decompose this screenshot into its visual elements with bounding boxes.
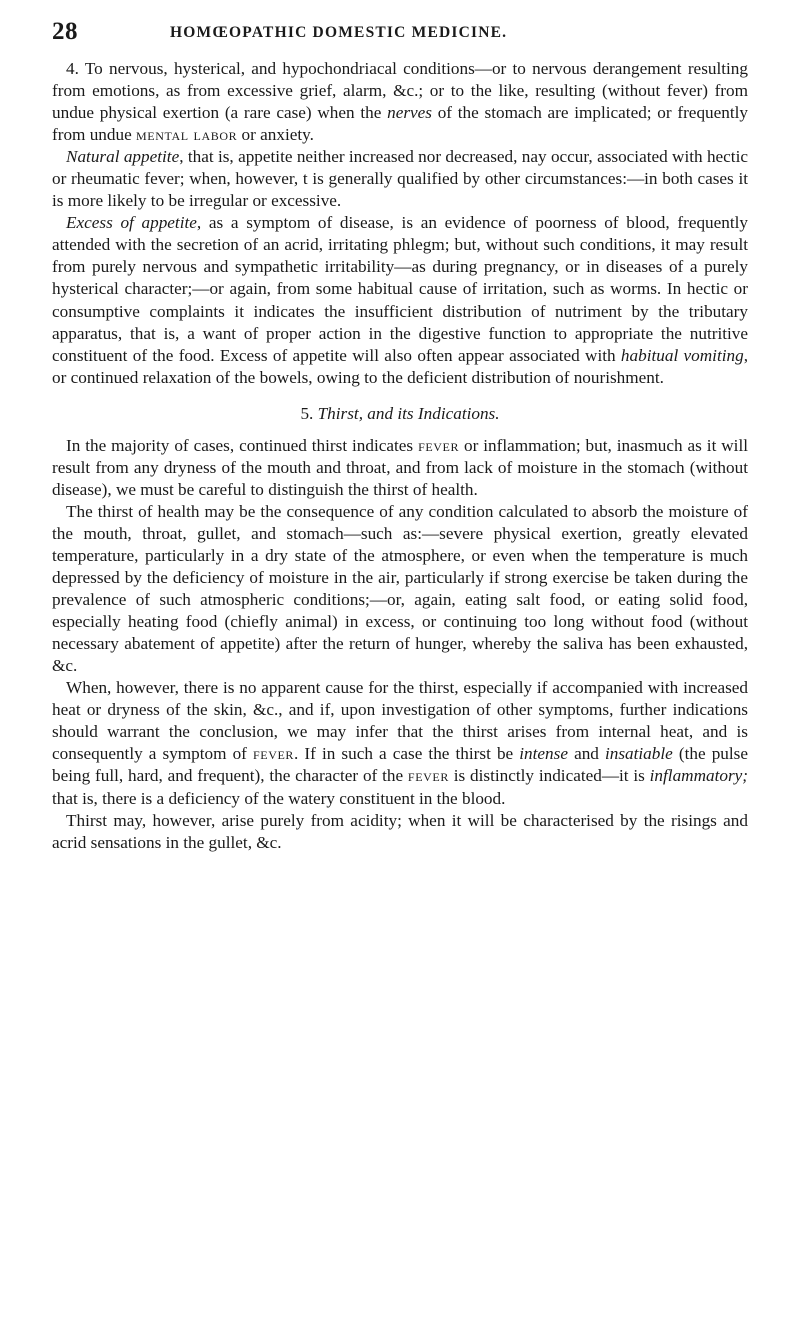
book-page — [52, 18, 748, 854]
heading-title: Thirst, and its Indications. — [317, 403, 500, 423]
running-head: HOMŒOPATHIC DOMESTIC MEDICINE. — [170, 24, 508, 41]
text-run: Thirst may, however, arise purely from acidity; when it will be characterised by the risings and acrid sensations in the gullet, &c. — [52, 810, 748, 852]
page-number: 28 — [52, 18, 78, 45]
text-run: of the stomach are implicated; or frequently from undue — [52, 103, 748, 145]
paragraph-natural-appetite — [52, 146, 748, 212]
italic-run: nerves — [387, 103, 432, 123]
text-run: The thirst of health may be the consequence of any condition calculated to absorb the moisture of the mouth, throat, gullet, and stomach—such as:—severe physical exertion, greatly elevated temperature, particularly in a dry state of the atmosphere, or even when the temperature is much depressed by the deficiency of moisture in the air, particularly if strong exercise be taken during the prevalence of such atmospheric conditions;—or, again, eating salt food, or eating solid food, especially heating food (chiefly animal) in excess, or continuing too long without food (without necessary abatement of appetite) after the return of hunger, whereby the saliva has been exhausted, &c. — [52, 501, 748, 676]
paragraph-thirst-of-health — [52, 501, 748, 677]
text-run: is distinctly indicated—it is — [448, 766, 650, 786]
text-run: , that is, appetite neither increased nor decreased, nay occur, associated with hectic or rheumatic fever; when, however, t is generally qualified by other circumstances:—in both cases it is more likely to be irregular or excessive. — [52, 147, 748, 211]
text-run: In the majority of cases, continued thirst indicates — [66, 435, 419, 455]
small-caps-run: fever — [407, 766, 449, 786]
italic-run: intense — [519, 744, 568, 764]
paragraph-nervous-conditions — [52, 58, 748, 146]
italic-run: inflammatory; — [649, 766, 748, 786]
paragraph-no-apparent-cause — [52, 677, 748, 809]
text-run: 4. To nervous, hysterical, and hypochondriacal conditions—or to nervous derangement resulting from emotions, as from excessive grief, alarm, &c.; or to the like, resulting (without fever) from undue physical exertion (a rare case) when the — [52, 59, 748, 123]
small-caps-run: mental labor — [136, 125, 238, 145]
text-run: , as a symptom of disease, is an evidence of poorness of blood, frequently attended with the secretion of an acrid, irritating phlegm; but, without such conditions, it may result from purely nervous and sympathetic irritability—as during pregnancy, or in diseases of a purely hysterical character;—or again, from some habitual cause of irritation, such as worms. In hectic or consumptive complaints it indicates the insufficient distribution of nutriment by the tributary apparatus, that is, a want of proper action in the digestive function to appropriate the nutritive constituent of the food. Excess of appetite will also often appear associated with — [52, 213, 748, 365]
paragraph-excess-of-appetite — [52, 212, 748, 388]
text-run: or inflammation; but, inasmuch as it will result from any dryness of the mouth and throat, and from lack of moisture in the stomach (without disease), we must be careful to distinguish the thirst of health. — [52, 435, 749, 499]
body-text — [52, 58, 748, 854]
text-run: that is, there is a deficiency of the watery constituent in the blood. — [52, 788, 506, 808]
small-caps-run: fever — [253, 744, 295, 764]
small-caps-run: fever — [418, 435, 460, 455]
page-header — [52, 18, 748, 58]
text-run: When, however, there is no apparent cause for the thirst, especially if accompanied with increased heat or dryness of the skin, &c., and if, upon investigation of other symptoms, further indications should warrant the conclusion, we may infer that the thirst arises from internal heat, and is consequently a symptom of — [52, 678, 748, 764]
heading-number: 5. — [300, 403, 318, 423]
italic-run: Natural appetite — [66, 147, 180, 167]
text-run: (the pulse being full, hard, and frequent), the character of the — [52, 744, 748, 786]
italic-run: Excess of appetite — [66, 213, 197, 233]
paragraph-continued-thirst — [52, 435, 748, 501]
text-run: . If in such a case the thirst be — [294, 744, 520, 764]
text-run: or anxiety. — [237, 125, 314, 145]
italic-run: habitual vomiting — [620, 345, 744, 365]
italic-run: insatiable — [604, 744, 673, 764]
text-run: , or continued relaxation of the bowels, owing to the deficient distribution of nourishment. — [52, 345, 748, 387]
section-heading-thirst — [52, 403, 748, 425]
text-run: and — [567, 744, 605, 764]
paragraph-thirst-acidity — [52, 810, 748, 854]
